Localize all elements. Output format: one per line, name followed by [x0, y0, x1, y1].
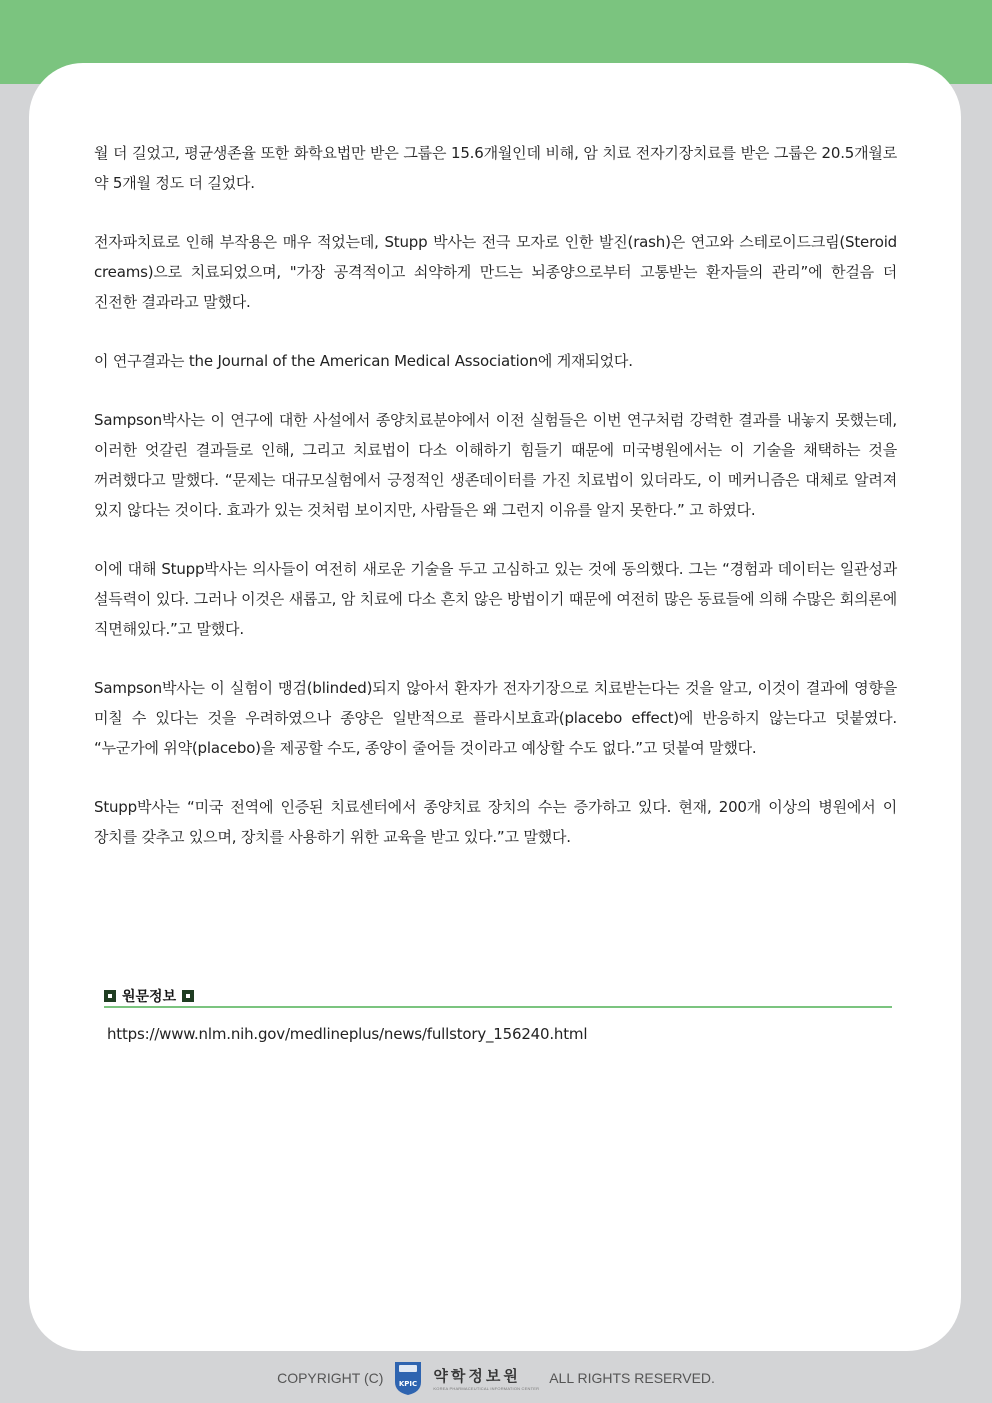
copyright-text: COPYRIGHT (C) [277, 1370, 384, 1386]
logo-subtitle: KOREA PHARMACEUTICAL INFORMATION CENTER [433, 1386, 540, 1391]
article-body [94, 138, 897, 881]
source-divider [104, 1006, 892, 1008]
square-bullet-icon [104, 990, 116, 1002]
source-section [104, 985, 892, 1043]
source-header [104, 985, 892, 1007]
paragraph: 이에 대해 Stupp박사는 의사들이 여전히 새로운 기술을 두고 고심하고 있는 것에 동의했다. 그는 “경험과 데이터는 일관성과 설득력이 있다. 그러나 이것은 새롭고, 암 치료에 다소 흔치 않은 방법이기 때문에 여전히 많은 동료들에 의해 수많은 회의론에 직면해있다.”고 말했다. [94, 560, 897, 638]
source-title: 원문정보 [122, 989, 177, 1005]
logo-text [433, 1365, 539, 1391]
logo-name: 약학정보원 [433, 1368, 521, 1385]
paragraph: Sampson박사는 이 연구에 대한 사설에서 종양치료분야에서 이전 실험들은 이번 연구처럼 강력한 결과를 내놓지 못했는데, 이러한 엇갈린 결과들로 인해, 그리고 치료법이 다소 이해하기 힘들기 때문에 미국병원에서는 이 기술을 채택하는 것을 꺼려했다고 말했다. “문제는 대규모실험에서 긍정적인 생존데이터를 가진 치료법이 있더라도, 이 메커니즘은 대체로 알려져 있지 않다는 것이다. 효과가 있는 것처럼 보이지만, 사람들은 왜 그런지 이유를 알지 못한다.” 고 하였다. [94, 411, 897, 519]
kpic-logo-icon [393, 1360, 423, 1396]
footer [0, 1358, 992, 1398]
paragraph: Stupp박사는 “미국 전역에 인증된 치료센터에서 종양치료 장치의 수는 증가하고 있다. 현재, 200개 이상의 병원에서 이 장치를 갖추고 있으며, 장치를 사용하기 위한 교육을 받고 있다.”고 말했다. [94, 798, 897, 846]
source-url-link[interactable]: https://www.nlm.nih.gov/medlineplus/news/fullstory_156240.html [107, 1025, 588, 1043]
paragraph: 이 연구결과는 the Journal of the American Medical Association에 게재되었다. [94, 352, 633, 370]
paragraph: 월 더 길었고, 평균생존율 또한 화학요법만 받은 그룹은 15.6개월인데 비해, 암 치료 전자기장치료를 받은 그룹은 20.5개월로 약 5개월 정도 더 길었다. [94, 144, 897, 192]
paragraph: Sampson박사는 이 실험이 맹검(blinded)되지 않아서 환자가 전자기장으로 치료받는다는 것을 알고, 이것이 결과에 영향을 미칠 수 있다는 것을 우려하였으나 종양은 일반적으로 플라시보효과(placebo effect)에 반응하지 않는다고 덧붙였다. “누군가에 위약(placebo)을 제공할 수도, 종양이 줄어들 것이라고 예상할 수도 없다.”고 덧붙여 말했다. [94, 679, 897, 757]
square-bullet-icon [182, 990, 194, 1002]
logo-emblem-text: KPIC [399, 1380, 418, 1388]
paragraph: 전자파치료로 인해 부작용은 매우 적었는데, Stupp 박사는 전극 모자로 인한 발진(rash)은 연고와 스테로이드크림(Steroid creams)으로 치료되었으며, "가장 공격적이고 쇠약하게 만드는 뇌종양으로부터 고통받는 환자들의 관리”에 한걸음 더 진전한 결과라고 말했다. [94, 233, 897, 311]
rights-text: ALL RIGHTS RESERVED. [549, 1370, 715, 1386]
